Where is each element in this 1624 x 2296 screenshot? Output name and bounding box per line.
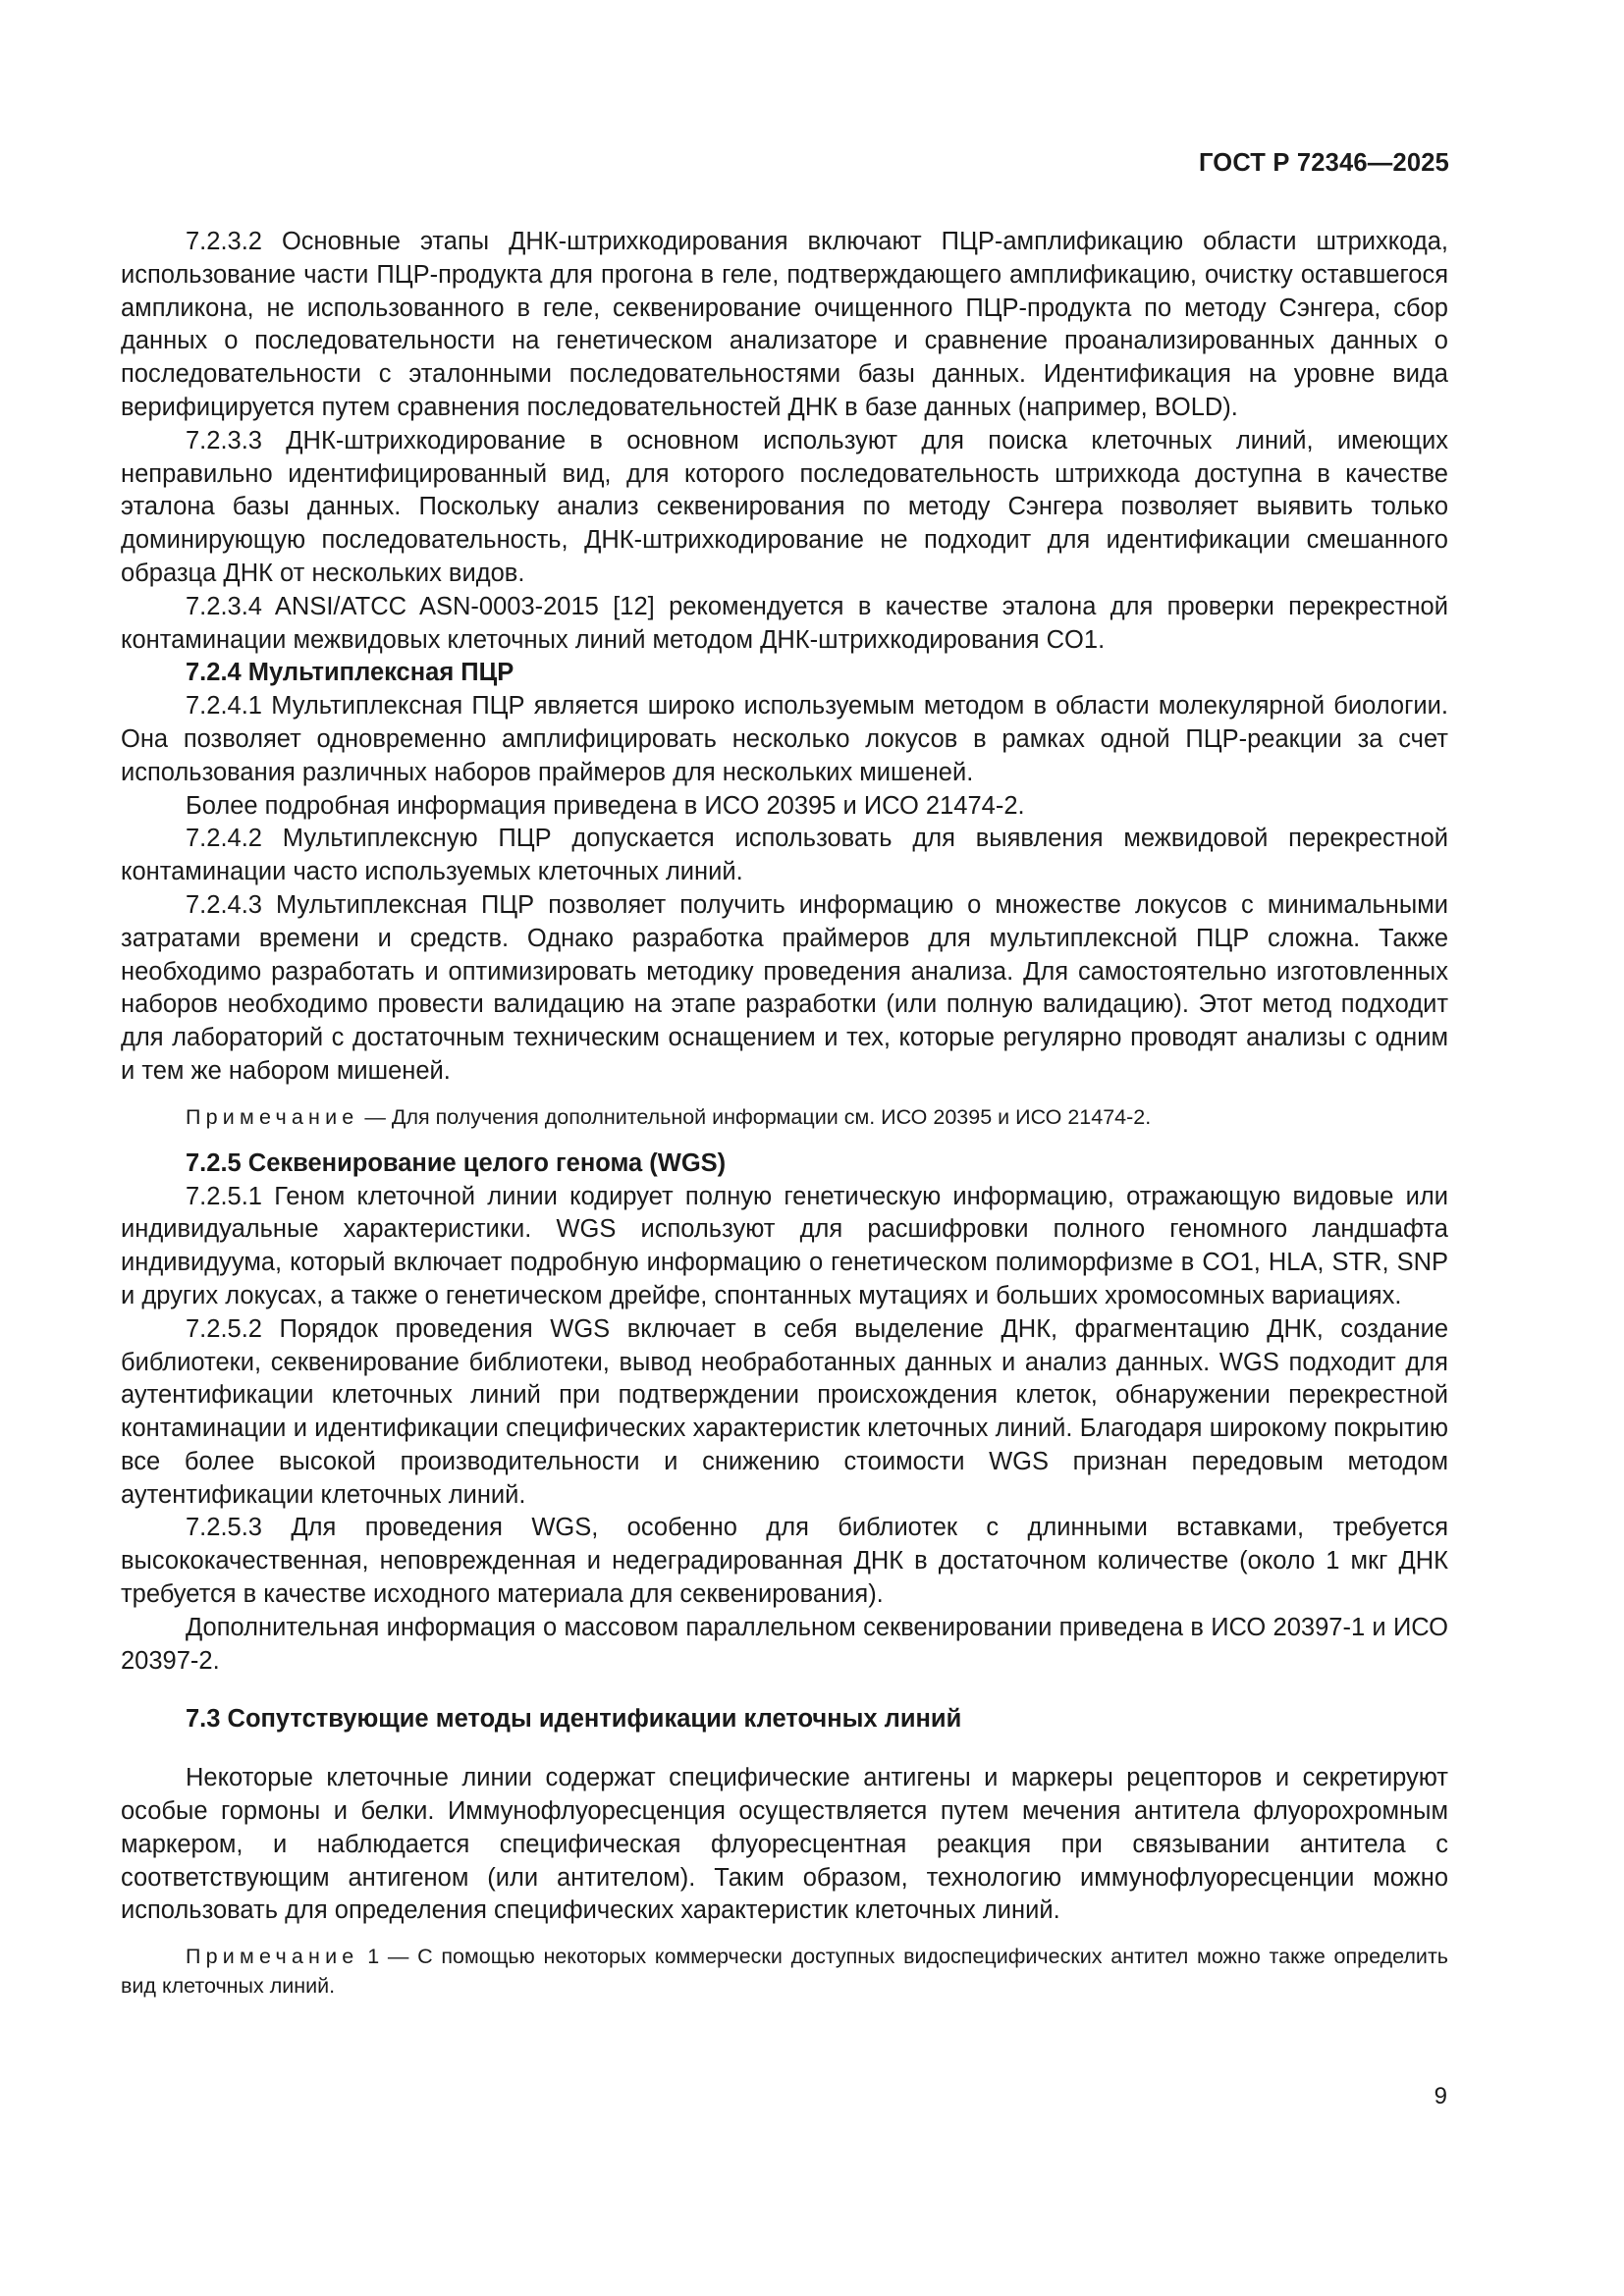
- paragraph-7-2-4-1-more-info: Более подробная информация приведена в ИСО 20395 и ИСО 21474-2.: [186, 791, 1025, 820]
- paragraph-7-2-4-2: 7.2.4.2 Мультиплексную ПЦР допускается использовать для выявления межвидовой перекрестной контаминации часто используемых клеточных линий.: [121, 825, 1448, 886]
- paragraph-7-2-5-2: 7.2.5.2 Порядок проведения WGS включает в себя выделение ДНК, фрагментацию ДНК, создание библиотеки, секвенирование библиотеки, вывод необработанных данных и анализ данных. WGS подходит для аутентификации клеточных линий при подтверждении происхождения клеток, обнаружении перекрестной контаминации и идентификации специфических характеристик клеточных линий. Благодаря широкому покрытию все более высокой производительности и снижению стоимости WGS признан передовым методом аутентификации клеточных линий.: [121, 1314, 1448, 1509]
- paragraph-7-2-5-3: 7.2.5.3 Для проведения WGS, особенно для библиотек с длинными вставками, требуется высококачественная, неповрежденная и недеградированная ДНК в достаточном количестве (около 1 мкг ДНК требуется в качестве исходного материала для секвенирования).: [121, 1514, 1448, 1609]
- note-label: Примечание: [186, 1104, 359, 1129]
- document-code: ГОСТ Р 72346—2025: [1198, 149, 1449, 177]
- note-text: — Для получения дополнительной информации см. ИСО 20395 и ИСО 21474-2.: [358, 1104, 1152, 1129]
- page-content: [121, 226, 1448, 2016]
- paragraph-7-2-4-3: 7.2.4.3 Мультиплексная ПЦР позволяет получить информацию о множестве локусов с минимальными затратами времени и средств. Однако разработка праймеров для мультиплексной ПЦР сложна. Также необходимо разработать и оптимизировать методику проведения анализа. Для самостоятельно изготовленных наборов необходимо провести валидацию на этапе разработки (или полную валидацию). Этот метод подходит для лабораторий с достаточным техническим оснащением и тех, которые регулярно проводят анализы с одним и тем же набором мишеней.: [121, 890, 1448, 1085]
- paragraph-7-2-5-1: 7.2.5.1 Геном клеточной линии кодирует полную генетическую информацию, отражающую видовые или индивидуальные характеристики. WGS используют для расшифровки полного геномного ландшафта индивидуума, который включает подробную информацию о генетическом полиморфизме в CO1, HLA, STR, SNP и других локусах, а также о генетическом дрейфе, спонтанных мутациях и больших хромосомных вариациях.: [121, 1182, 1448, 1309]
- heading-7-3: 7.3 Сопутствующие методы идентификации клеточных линий: [186, 1705, 962, 1734]
- note-label: Примечание: [186, 1945, 359, 1969]
- note-2: [121, 1942, 1448, 2001]
- paragraph-7-2-3-3: 7.2.3.3 ДНК-штрихкодирование в основном используют для поиска клеточных линий, имеющих неправильно идентифицированный вид, для которого последовательность штрихкода доступна в качестве эталона базы данных. Поскольку анализ секвенирования по методу Сэнгера позволяет выявить только доминирующую последовательность, ДНК-штрихкодирование не подходит для идентификации смешанного образца ДНК от нескольких видов.: [121, 426, 1448, 587]
- paragraph-7-2-3-4: 7.2.3.4 ANSI/ATCC ASN-0003-2015 [12] рекомендуется в качестве эталона для проверки перекрестной контаминации межвидовых клеточных линий методом ДНК-штрихкодирования CO1.: [121, 592, 1448, 654]
- paragraph-7-2-3-2: 7.2.3.2 Основные этапы ДНК-штрихкодирования включают ПЦР-амплификацию области штрихкода, использование части ПЦР-продукта для прогона в геле, подтверждающего амплификацию, очистку оставшегося ампликона, не использованного в геле, секвенирование очищенного ПЦР-продукта по методу Сэнгера, сбор данных о последовательности на генетическом анализаторе и сравнение проанализированных данных о последовательности с эталонными последовательностями базы данных. Идентификация на уровне вида верифицируется путем сравнения последовательностей ДНК в базе данных (например, BOLD).: [121, 228, 1448, 421]
- paragraph-7-2-4-1: 7.2.4.1 Мультиплексная ПЦР является широко используемым методом в области молекулярной биологии. Она позволяет одновременно амплифицировать несколько локусов в рамках одной ПЦР-реакции за счет использования различных наборов праймеров для нескольких мишеней.: [121, 692, 1448, 786]
- paragraph-7-2-5-3-more-info: Дополнительная информация о массовом параллельном секвенировании приведена в ИСО 20397-1 и ИСО 20397-2.: [121, 1613, 1448, 1675]
- note-1: [121, 1102, 1448, 1132]
- note-text: 1 — С помощью некоторых коммерчески доступных видоспецифических антител можно также определить вид клеточных линий.: [121, 1945, 1448, 1999]
- heading-7-2-5: 7.2.5 Секвенирование целого генома (WGS): [186, 1148, 727, 1177]
- paragraph-7-3: Некоторые клеточные линии содержат специфические антигены и маркеры рецепторов и секретируют особые гормоны и белки. Иммунофлуоресценция осуществляется путем мечения антитела флуорохромным маркером, и наблюдается специфическая флуоресцентная реакция при связывании антитела с соответствующим антигеном (или антителом). Таким образом, технологию иммунофлуоресценции можно использовать для определения специфических характеристик клеточных линий.: [121, 1764, 1448, 1925]
- heading-7-2-4: 7.2.4 Мультиплексная ПЦР: [186, 659, 514, 687]
- page-number: 9: [1434, 2083, 1447, 2109]
